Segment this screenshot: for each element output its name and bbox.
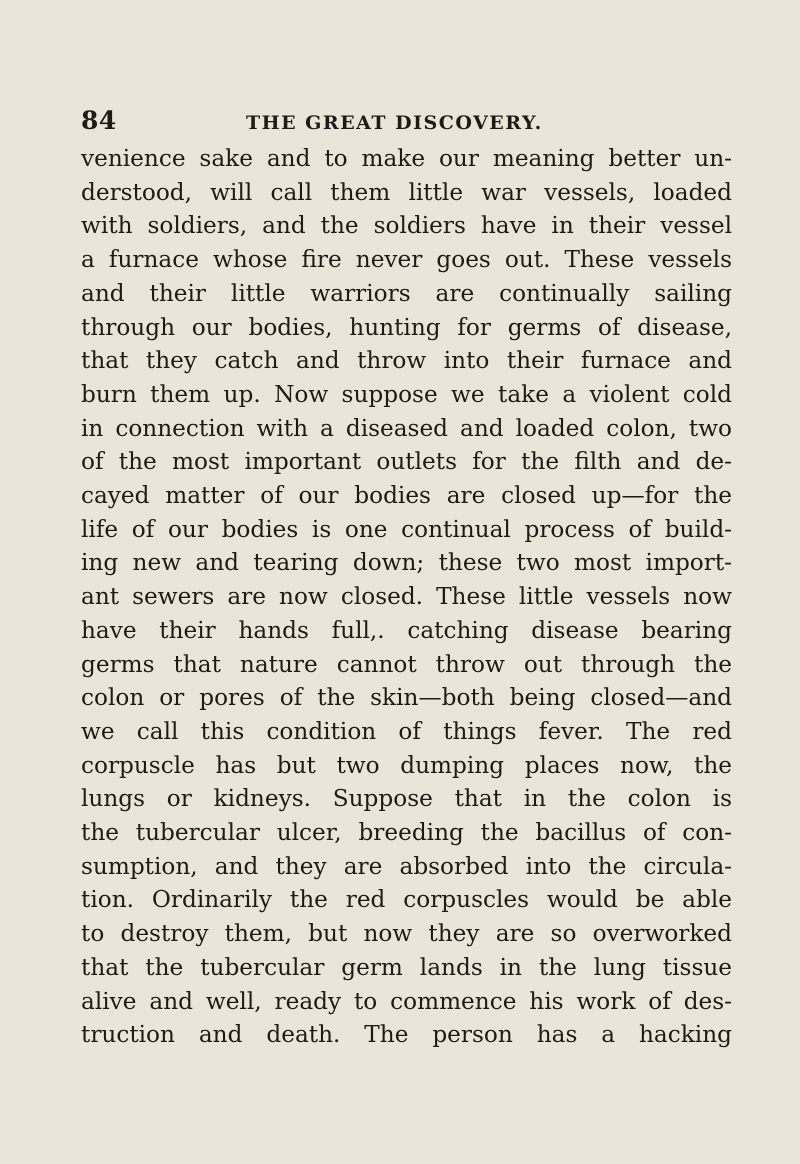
text-line: the tubercular ulcer, breeding the bacillus of con- xyxy=(81,819,732,847)
text-line: burn them up. Now suppose we take a violent cold xyxy=(81,380,732,408)
text-line: ing new and tearing down; these two most import- xyxy=(81,549,732,577)
text-line: lungs or kidneys. Suppose that in the colon is xyxy=(81,785,732,813)
text-line: have their hands full,. catching disease bearing xyxy=(81,616,732,644)
text-line: life of our bodies is one continual process of build- xyxy=(81,515,732,543)
text-line: to destroy them, but now they are so overworked xyxy=(81,920,732,948)
running-head xyxy=(81,106,732,136)
page-number: 84 xyxy=(81,106,117,135)
text-line: of the most important outlets for the filth and de- xyxy=(81,448,732,476)
body-text xyxy=(81,142,732,1052)
text-line: cayed matter of our bodies are closed up—for the xyxy=(81,482,732,510)
text-line: truction and death. The person has a hacking xyxy=(81,1021,732,1049)
text-line: corpuscle has but two dumping places now, the xyxy=(81,751,732,779)
text-line: germs that nature cannot throw out through the xyxy=(81,650,732,678)
text-line: in connection with a diseased and loaded colon, two xyxy=(81,414,732,442)
text-line: a furnace whose fire never goes out. These vessels xyxy=(81,246,732,274)
text-line: that they catch and throw into their furnace and xyxy=(81,347,732,375)
text-line: we call this condition of things fever. The red xyxy=(81,717,732,745)
text-line: derstood, will call them little war vessels, loaded xyxy=(81,178,732,206)
text-line: colon or pores of the skin—both being closed—and xyxy=(81,684,732,712)
text-line: ant sewers are now closed. These little vessels now xyxy=(81,583,732,611)
text-line: that the tubercular germ lands in the lung tissue xyxy=(81,953,732,981)
text-line: and their little warriors are continually sailing xyxy=(81,279,732,307)
text-line: alive and well, ready to commence his work of des- xyxy=(81,987,732,1015)
text-line: through our bodies, hunting for germs of disease, xyxy=(81,313,732,341)
running-title: THE GREAT DISCOVERY. xyxy=(246,112,543,134)
text-line: venience sake and to make our meaning better un- xyxy=(81,145,732,172)
text-line: tion. Ordinarily the red corpuscles would be able xyxy=(81,886,732,914)
text-line: with soldiers, and the soldiers have in their vessel xyxy=(81,212,732,240)
text-line: sumption, and they are absorbed into the circula- xyxy=(81,852,732,880)
